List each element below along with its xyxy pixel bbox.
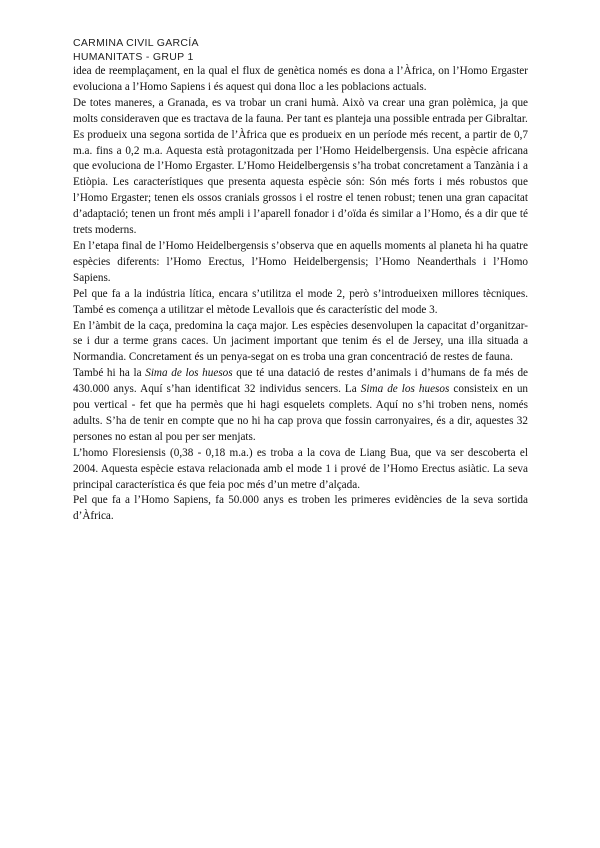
paragraph: L’homo Floresiensis (0,38 - 0,18 m.a.) es troba a la cova de Liang Bua, que va ser descoberta el 2004. Aquesta espècie estava relacionada amb el mode 1 i prové de l’Homo Erectus asiàtic. La seva principal característica és que feia poc més d’un metre d’alçada. — [73, 446, 528, 491]
paragraph: Es produeix una segona sortida de l’Àfrica que es produeix en un període més recent, a partir de 0,7 m.a. fins a 0,2 m.a. Aquesta està protagonitzada per l’Homo Heidelbergensis. Una espècie africana que evoluciona de l’Homo Ergaster. L’Homo Heidelbergensis s’ha trobat concretament a Tanzània i a Etiòpia. Les característiques que presenta aquesta espècie són: Són més forts i més robustos que l’Homo Ergaster; tenen els ossos cranials grossos i el rostre el tenen robust; tenen una gran capacitat d’adaptació; tenen un front més ampli i l’aparell fonador i d’oïda és similar a l’Homo, és a dir que té trets moderns. — [73, 128, 528, 237]
text-run: També hi ha la — [73, 367, 146, 380]
italic-term: Sima de los huesos — [360, 383, 450, 396]
paragraph: Pel que fa a la indústria lítica, encara s’utilitza el mode 2, però s’introdueixen millores tècniques. També es comença a utilitzar el mètode Levallois que és característic del mode 3. — [73, 287, 528, 316]
paragraph: En l’àmbit de la caça, predomina la caça major. Les espècies desenvolupen la capacitat d’organitzar-se i dur a terme grans caces. Un jaciment important que tenim és el de Jersey, una illa situada a Normandia. Concretament és un penya-segat on es troba una gran concentració de restes de fauna. — [73, 319, 528, 364]
text-run: que té una datació de restes d’animals i d’humans de fa més de 430.000 anys. Aquí s’han identificat 32 individus sencers. La — [73, 367, 529, 396]
page-header — [73, 37, 533, 64]
paragraph: De totes maneres, a Granada, es va trobar un crani humà. Això va crear una gran polèmica, ja que molts consideraven que es tractava de la fauna. Per tant es planteja una possible entrada per Gibraltar. — [73, 96, 528, 125]
course-group: HUMANITATS - GRUP 1 — [73, 50, 194, 63]
italic-term: Sima de los huesos — [145, 367, 233, 380]
paragraph — [73, 366, 528, 446]
paragraph: idea de reemplaçament, en la qual el flux de genètica només es dona a l’Àfrica, on l’Homo Ergaster evoluciona a l’Homo Sapiens i és aquest qui dona lloc a les poblacions actuals. — [73, 65, 528, 93]
author-name: CARMINA CIVIL GARCÍA — [73, 37, 199, 49]
text-run: consisteix en un pou vertical - fet que ha permès que hi hagi esquelets complets. Aquí no s’hi troben nens, només adults. S’ha de tenir en compte que no hi ha cap prova que fossin carronyaires, és a dir, aquestes 32 persones no estan al pou per ser menjats. — [73, 383, 529, 443]
paragraph: Pel que fa a l’Homo Sapiens, fa 50.000 anys es troben les primeres evidències de la seva sortida d’Àfrica. — [73, 494, 528, 523]
document-body — [73, 64, 528, 525]
paragraph: En l’etapa final de l’Homo Heidelbergensis s’observa que en aquells moments al planeta hi ha quatre espècies diferents: l’Homo Erectus, l’Homo Heidelbergensis; l’Homo Neanderthals i l’Homo Sapiens. — [73, 239, 528, 284]
